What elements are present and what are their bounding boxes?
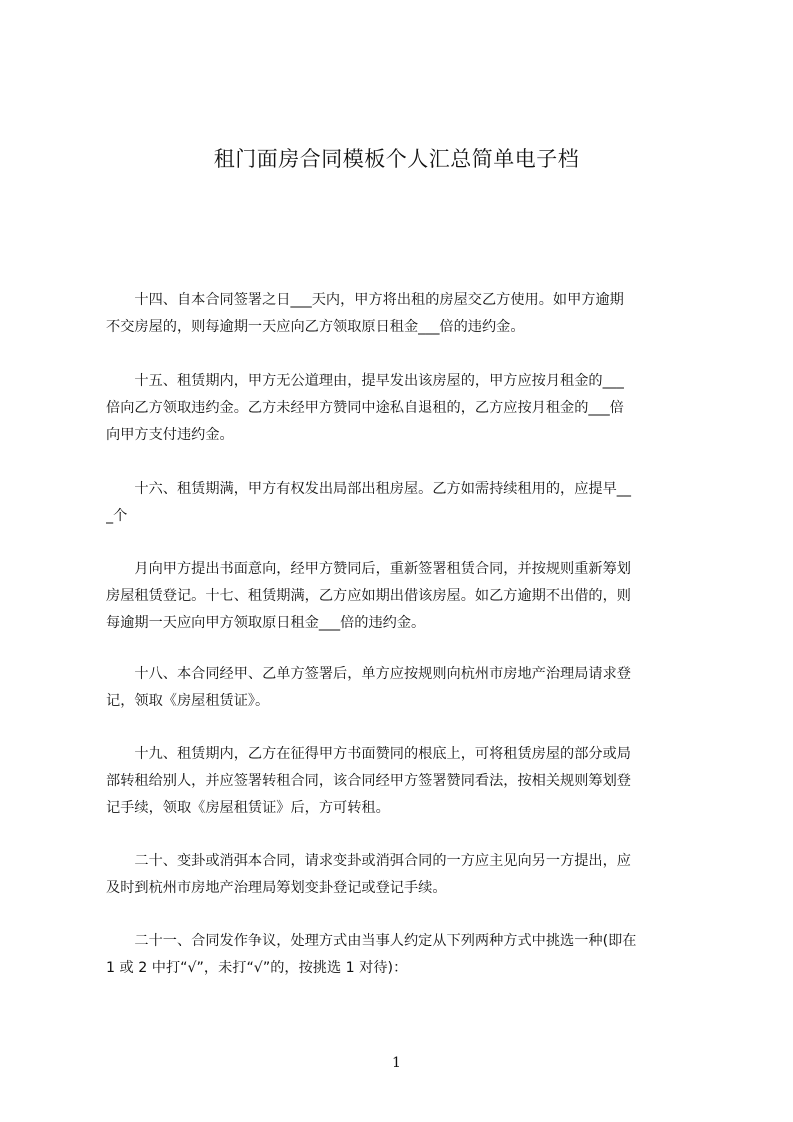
paragraph-line: 及时到杭州市房地产治理局筹划变卦登记或登记手续。 — [106, 880, 447, 896]
paragraph-20 — [106, 848, 702, 902]
paragraph-16-continued — [106, 556, 702, 637]
paragraph-line: 二十、变卦或消弭本合同，请求变卦或消弭合同的一方应主见向另一方提出，应 — [106, 853, 631, 869]
paragraph-line: 记，领取《房屋租赁证》。 — [106, 693, 270, 709]
paragraph-19 — [106, 741, 702, 822]
paragraph-line: 月向甲方提出书面意向，经甲方赞同后，重新签署租赁合同，并按规则重新筹划 — [106, 561, 631, 577]
paragraph-line: 十四、自本合同签署之日___天内，甲方将出租的房屋交乙方使用。如甲方逾期 — [106, 292, 624, 308]
paragraph-line: 不交房屋的，则每逾期一天应向乙方领取原日租金___倍的违约金。 — [106, 319, 525, 335]
paragraph-line: 记手续，领取《房屋租赁证》后，方可转租。 — [106, 800, 390, 816]
paragraph-line: 倍向乙方领取违约金。乙方未经甲方赞同中途私自退租的，乙方应按月租金的___倍 — [106, 400, 624, 416]
paragraph-line: 十六、租赁期满，甲方有权发出局部出租房屋。乙方如需持续租用的，应提早__ — [106, 481, 631, 497]
paragraph-line: 二十一、合同发作争议，处理方式由当事人约定从下列两种方式中挑选一种(即在 — [106, 933, 637, 949]
paragraph-15 — [106, 368, 702, 449]
paragraph-14 — [106, 287, 702, 341]
paragraph-line: 十九、租赁期内，乙方在征得甲方书面赞同的根底上，可将租赁房屋的部分或局 — [106, 746, 631, 762]
paragraph-18 — [106, 661, 702, 715]
paragraph-line: 每逾期一天应向甲方领取原日租金___倍的违约金。 — [106, 615, 426, 631]
paragraph-line: 向甲方支付违约金。 — [106, 427, 234, 443]
paragraph-21 — [106, 928, 702, 982]
paragraph-line: 房屋租赁登记。十七、租赁期满，乙方应如期出借该房屋。如乙方逾期不出借的，则 — [106, 588, 631, 604]
paragraph-line: 1 或 2 中打“√”，未打“√”的，按挑选 1 对待)： — [106, 960, 408, 976]
paragraph-line: 十八、本合同经甲、乙单方签署后，单方应按规则向杭州市房地产治理局请求登 — [106, 666, 631, 682]
paragraph-16 — [106, 476, 702, 530]
paragraph-line: 十五、租赁期内，甲方无公道理由，提早发出该房屋的，甲方应按月租金的___ — [106, 373, 624, 389]
document-title: 租门面房合同模板个人汇总简单电子档 — [213, 147, 580, 171]
paragraph-line: 部转租给别人，并应签署转租合同，该合同经甲方签署赞同看法，按相关规则筹划登 — [106, 773, 631, 789]
page-number: 1 — [392, 1055, 401, 1071]
paragraph-line: _个 — [106, 508, 128, 524]
